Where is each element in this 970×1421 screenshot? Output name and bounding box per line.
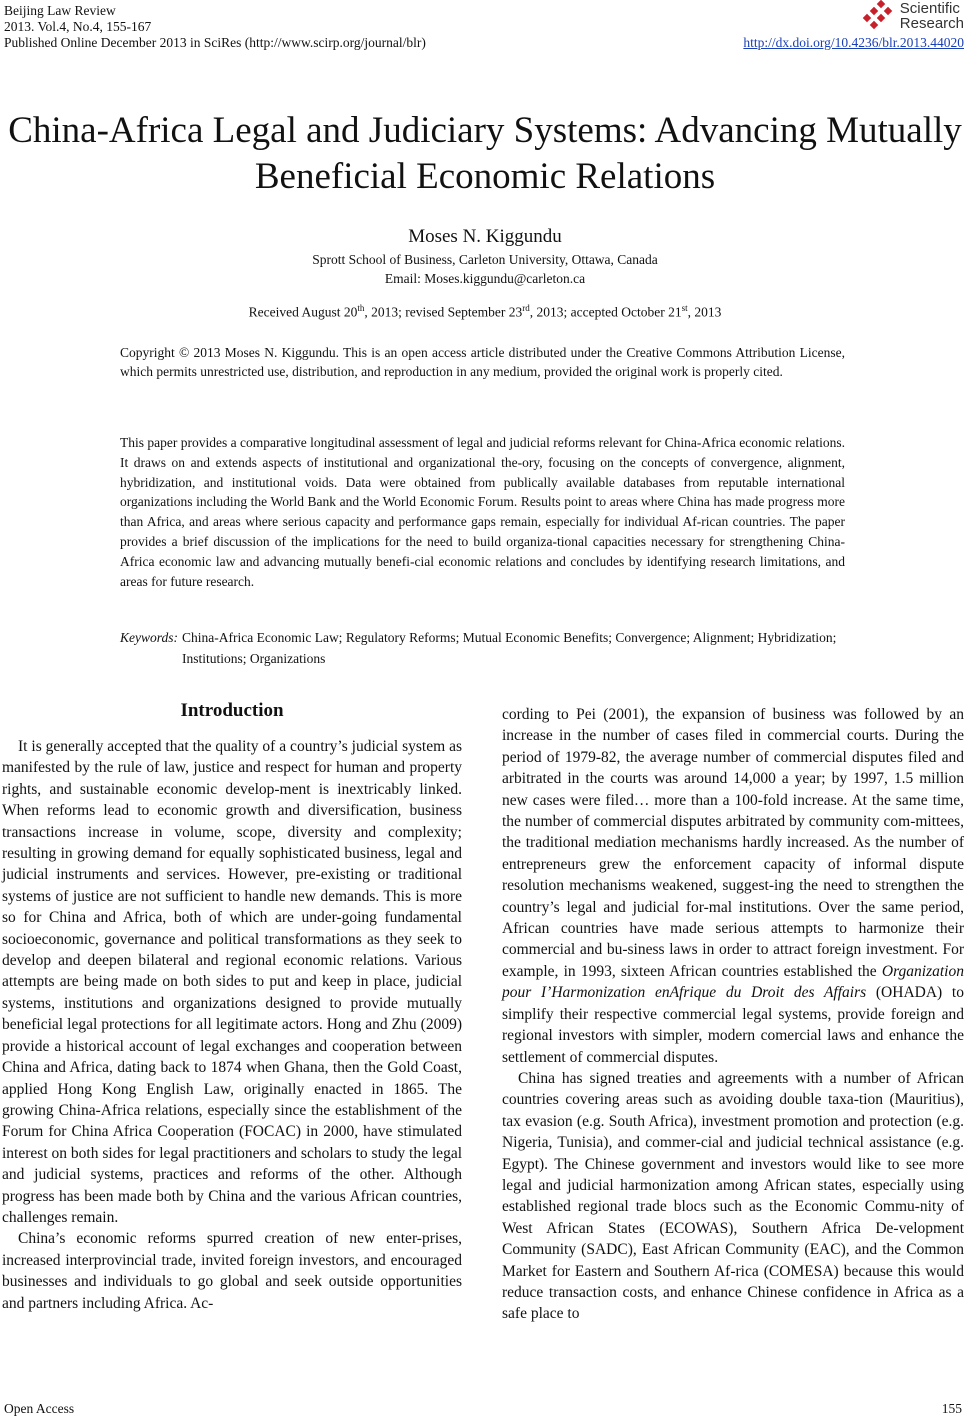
copyright-notice: Copyright © 2013 Moses N. Kiggundu. This is an open access article distributed under the Creative Commons Attribution License, which permits unrestricted use, distribution, and reproduction in any medium, provided the original work is properly cited. — [120, 345, 845, 379]
affiliation: Sprott School of Business, Carleton University, Ottawa, Canada — [312, 252, 658, 267]
accepted-sup: st — [681, 303, 688, 313]
affiliation-block — [0, 250, 970, 288]
received-year: , 2013 — [687, 304, 722, 320]
intro-paragraph-2: China’s economic reforms spurred creation of new enter-prises, increased interprovincial trade, invited foreign investors, and encouraged businesses and individuals to go global and seek outside opportunities and partners including Africa. Ac- — [2, 1230, 462, 1312]
author-name: Moses N. Kiggundu — [408, 226, 562, 247]
right-column — [502, 704, 964, 1325]
revised-sup: rd — [522, 303, 530, 313]
keywords-block: Keywords: China-Africa Economic Law; Regulatory Reforms; Mutual Economic Benefits; Convergence; Alignment; Hybridization; Institutions; Organizations — [120, 627, 860, 669]
journal-name: Beijing Law Review — [4, 3, 116, 18]
doi-link[interactable]: http://dx.doi.org/10.4236/blr.2013.44020 — [743, 35, 964, 50]
logo-line-1: Scientific — [899, 0, 960, 17]
abstract: This paper provides a comparative longitudinal assessment of legal and judicial reforms relevant for China-Africa economic relations. It draws on and extends aspects of institutional and organizational the-ory, focusing on the concepts of convergence, alignment, hybridization, and institutional voids. Data were obtained from publically available databases from reputable international organizations including the World Bank and the World Economic Forum. Results point to areas where China has made progress more than Africa, and areas where serious capacity and performance gaps remain, especially for individual Af-rican countries. The paper provides a brief discussion of the implications for the need to build organiza-tional capacities necessary for strengthening China-Africa economic law and advancing mutually benefi-cial economic relations and concludes by identifying research limitations, and areas for future research. — [120, 435, 845, 589]
footer-open-access: Open Access — [4, 1401, 75, 1416]
right-paragraph-2: China has signed treaties and agreements with a number of African countries covering areas such as avoiding double taxa-tion (Mauritius), tax evasion (e.g. South Africa), investment promotion and protection (e.g. Nigeria, Tunisia), and commer-cial and judicial technical assistance (e.g. Egypt). The Chinese government and investors would like to see more legal and judicial harmonization among African states, especially using established regional trade blocs such as the Economic Commu-nity of West African States (ECOWAS), Southern Africa De-velopment Community (SADC), East African Community (EAC), and the Common Market for Eastern and Southern Af-rica (COMESA) because this would reduce transaction costs, and enhance Chinese confidence in Africa as a safe place to — [502, 1069, 964, 1323]
journal-header — [4, 3, 426, 51]
paper-title: China-Africa Legal and Judiciary Systems: Advancing Mutually Beneficial Economic Relations — [8, 110, 962, 197]
left-column — [2, 736, 462, 1314]
logo-text — [900, 1, 964, 31]
section-title-introduction: Introduction — [180, 700, 284, 721]
intro-paragraph-1: It is generally accepted that the quality of a country’s judicial system as manifested by the rule of law, justice and respect for human and property rights, and sustainable economic develop-ment is inextricably linked. When reforms lead to economic growth and diversification, business transactions increase in volume, scope, diversity and complexity; resulting in growing demand for equally sophisticated business, legal and judicial instruments and services. However, pre-existing or traditional systems of justice are not sufficient to handle new demands. This is more so for China and Africa, both of which are under-going fundamental socioeconomic, governance and political transformations as they seek to develop and deepen bilateral and regional economic relations. Various attempts are being made on both sides to put and keep in place, judicial systems, institutions and organizations designed to provide mutually beneficial legal protections for all legitimate actors. Hong and Zhu (2009) provide a historical account of legal exchanges and cooperation between China and Africa, dating back to 1874 when Ghana, then the Gold Coast, applied Hong Kong English Law, originally enacted in 1865. The growing China-Africa relations, especially since the establishment of the Forum for China Africa Cooperation (FOCAC) in 2000, have stimulated interest on both sides for legal practitioners and scholars to study the legal and judicial systems, practices and reforms of the other. Although progress has been made both by China and the various African countries, challenges remain. — [2, 738, 462, 1226]
scientific-research-logo — [862, 0, 964, 32]
right-paragraph-1-end: (OHADA) to simplify their respective commercial legal systems, provide foreign and regional investors with simpler, modern comercial laws and enhance the settlement of commercial disputes. — [502, 984, 964, 1066]
right-paragraph-1 — [502, 704, 964, 1068]
keywords-label: Keywords — [120, 630, 174, 645]
keywords-text: China-Africa Economic Law; Regulatory Reforms; Mutual Economic Benefits; Convergence; Alignment; Hybridization; Institutions; Organizations — [182, 630, 837, 666]
right-paragraph-1-text: cording to Pei (2001), the expansion of business was followed by an increase in the number of cases filed in commercial courts. During the period of 1979-82, the average number of commercial disputes filed and arbitrated in the courts was around 14,000 a year; by 1997, 1.5 million new cases were filed… more than a 100-fold increase. At the same time, the number of commercial disputes arbitrated by community com-mittees, the traditional mediation mechanisms hardly increased. As the number of entrepreneurs grew the enforcement capacity of informal dispute resolution mechanisms weakened, suggest-ing the need to strengthen the country’s legal and judicial for-mal institutions. Over the same period, African countries have made serious attempts to harmonize their commercial and bu-siness laws in order to attract foreign investment. For example, in 1993, sixteen African countries established the — [502, 706, 964, 980]
logo-line-2: Research — [899, 15, 964, 32]
ohada-name: Organization pour I’Harmonization enAfrique du Droit des Affairs — [502, 962, 964, 1002]
received-dates — [0, 303, 970, 321]
accepted-text: , 2013; accepted October 21 — [529, 304, 682, 320]
received-sup: th — [357, 303, 365, 313]
received-text: Received August 20 — [248, 304, 358, 320]
revised-text: , 2013; revised September 23 — [364, 304, 523, 320]
author-email: Email: Moses.kiggundu@carleton.ca — [384, 271, 586, 286]
journal-volume: 2013. Vol.4, No.4, 155-167 — [4, 19, 152, 34]
logo-diamond-icon — [862, 0, 898, 32]
published-line: Published Online December 2013 in SciRes (http://www.scirp.org/journal/blr) — [4, 35, 426, 50]
page-number: 155 — [941, 1401, 962, 1416]
